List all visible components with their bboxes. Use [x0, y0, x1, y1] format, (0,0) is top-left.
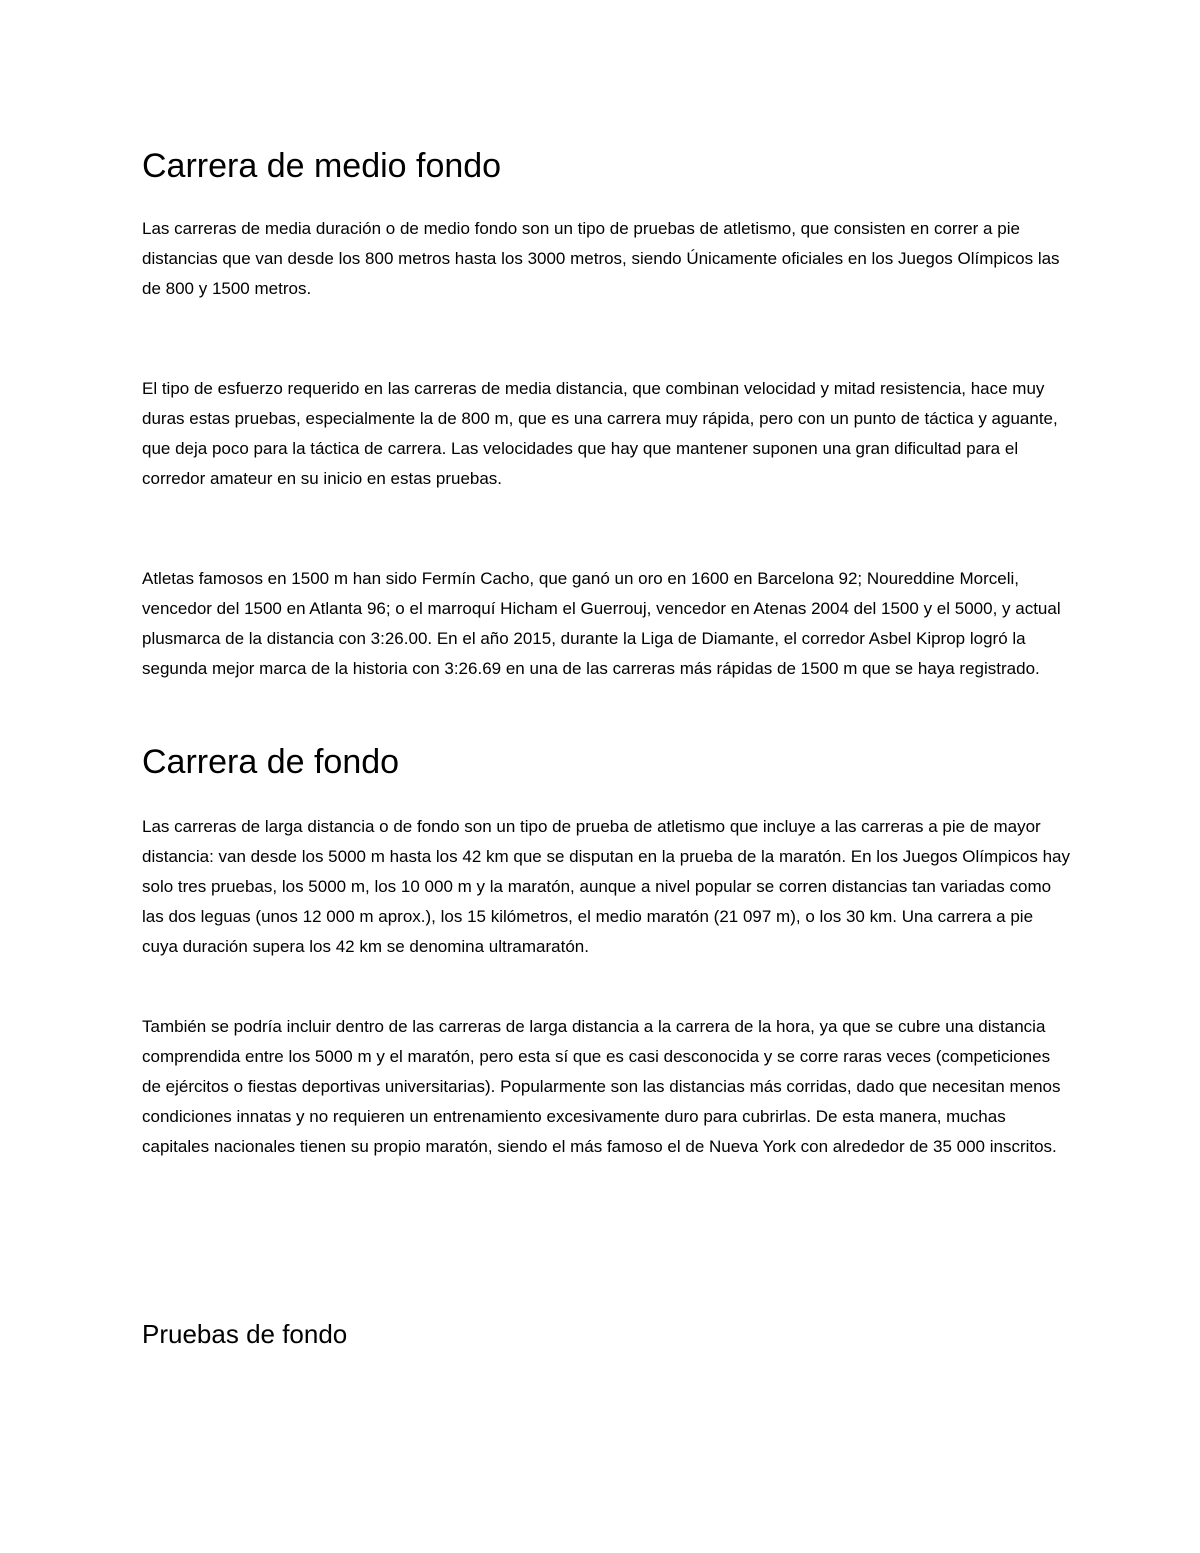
paragraph-medio-fondo-intro: Las carreras de media duración o de medio fondo son un tipo de pruebas de atletismo, que consisten en correr a pie distancias que van desde los 800 metros hasta los 3000 metros, siendo Únicamente oficiales en los Juegos Olímpicos las de 800 y 1500 metros. [142, 219, 1060, 298]
paragraph-fondo-intro: Las carreras de larga distancia o de fondo son un tipo de prueba de atletismo que incluye a las carreras a pie de mayor distancia: van desde los 5000 m hasta los 42 km que se disputan en la prueba de la maratón. En los Juegos Olímpicos hay solo tres pruebas, los 5000 m, los 10 000 m y la maratón, aunque a nivel popular se corren distancias tan variadas como las dos leguas (unos 12 000 m aprox.), los 15 kilómetros, el medio maratón (21 097 m), o los 30 km. Una carrera a pie cuya duración supera los 42 km se denomina ultramaratón. [142, 817, 1070, 956]
paragraph-fondo-carrera-hora: También se podría incluir dentro de las carreras de larga distancia a la carrera de la hora, ya que se cubre una distancia comprendida entre los 5000 m y el maratón, pero esta sí que es casi desconocida y se corre raras veces (competiciones de ejércitos o fiestas deportivas universitarias). Popularmente son las distancias más corridas, dado que necesitan menos condiciones innatas y no requieren un entrenamiento excesivamente duro para cubrirlas. De esta manera, muchas capitales nacionales tienen su propio maratón, siendo el más famoso el de Nueva York con alrededor de 35 000 inscritos. [142, 1017, 1061, 1156]
paragraph-medio-fondo-atletas: Atletas famosos en 1500 m han sido Fermín Cacho, que ganó un oro en 1600 en Barcelona 92; Noureddine Morceli, vencedor del 1500 en Atlanta 96; o el marroquí Hicham el Guerrouj, vencedor en Atenas 2004 del 1500 y el 5000, y actual plusmarca de la distancia con 3:26.00. En el año 2015, durante la Liga de Diamante, el corredor Asbel Kiprop logró la segunda mejor marca de la historia con 3:26.69 en una de las carreras más rápidas de 1500 m que se haya registrado. [142, 569, 1061, 678]
heading-carrera-fondo: Carrera de fondo [142, 743, 400, 781]
heading-pruebas-fondo: Pruebas de fondo [142, 1319, 348, 1349]
paragraph-medio-fondo-esfuerzo: El tipo de esfuerzo requerido en las carreras de media distancia, que combinan velocidad y mitad resistencia, hace muy duras estas pruebas, especialmente la de 800 m, que es una carrera muy rápida, pero con un punto de táctica y aguante, que deja poco para la táctica de carrera. Las velocidades que hay que mantener suponen una gran dificultad para el corredor amateur en su inicio en estas pruebas. [142, 379, 1058, 488]
heading-carrera-medio-fondo: Carrera de medio fondo [142, 147, 502, 185]
